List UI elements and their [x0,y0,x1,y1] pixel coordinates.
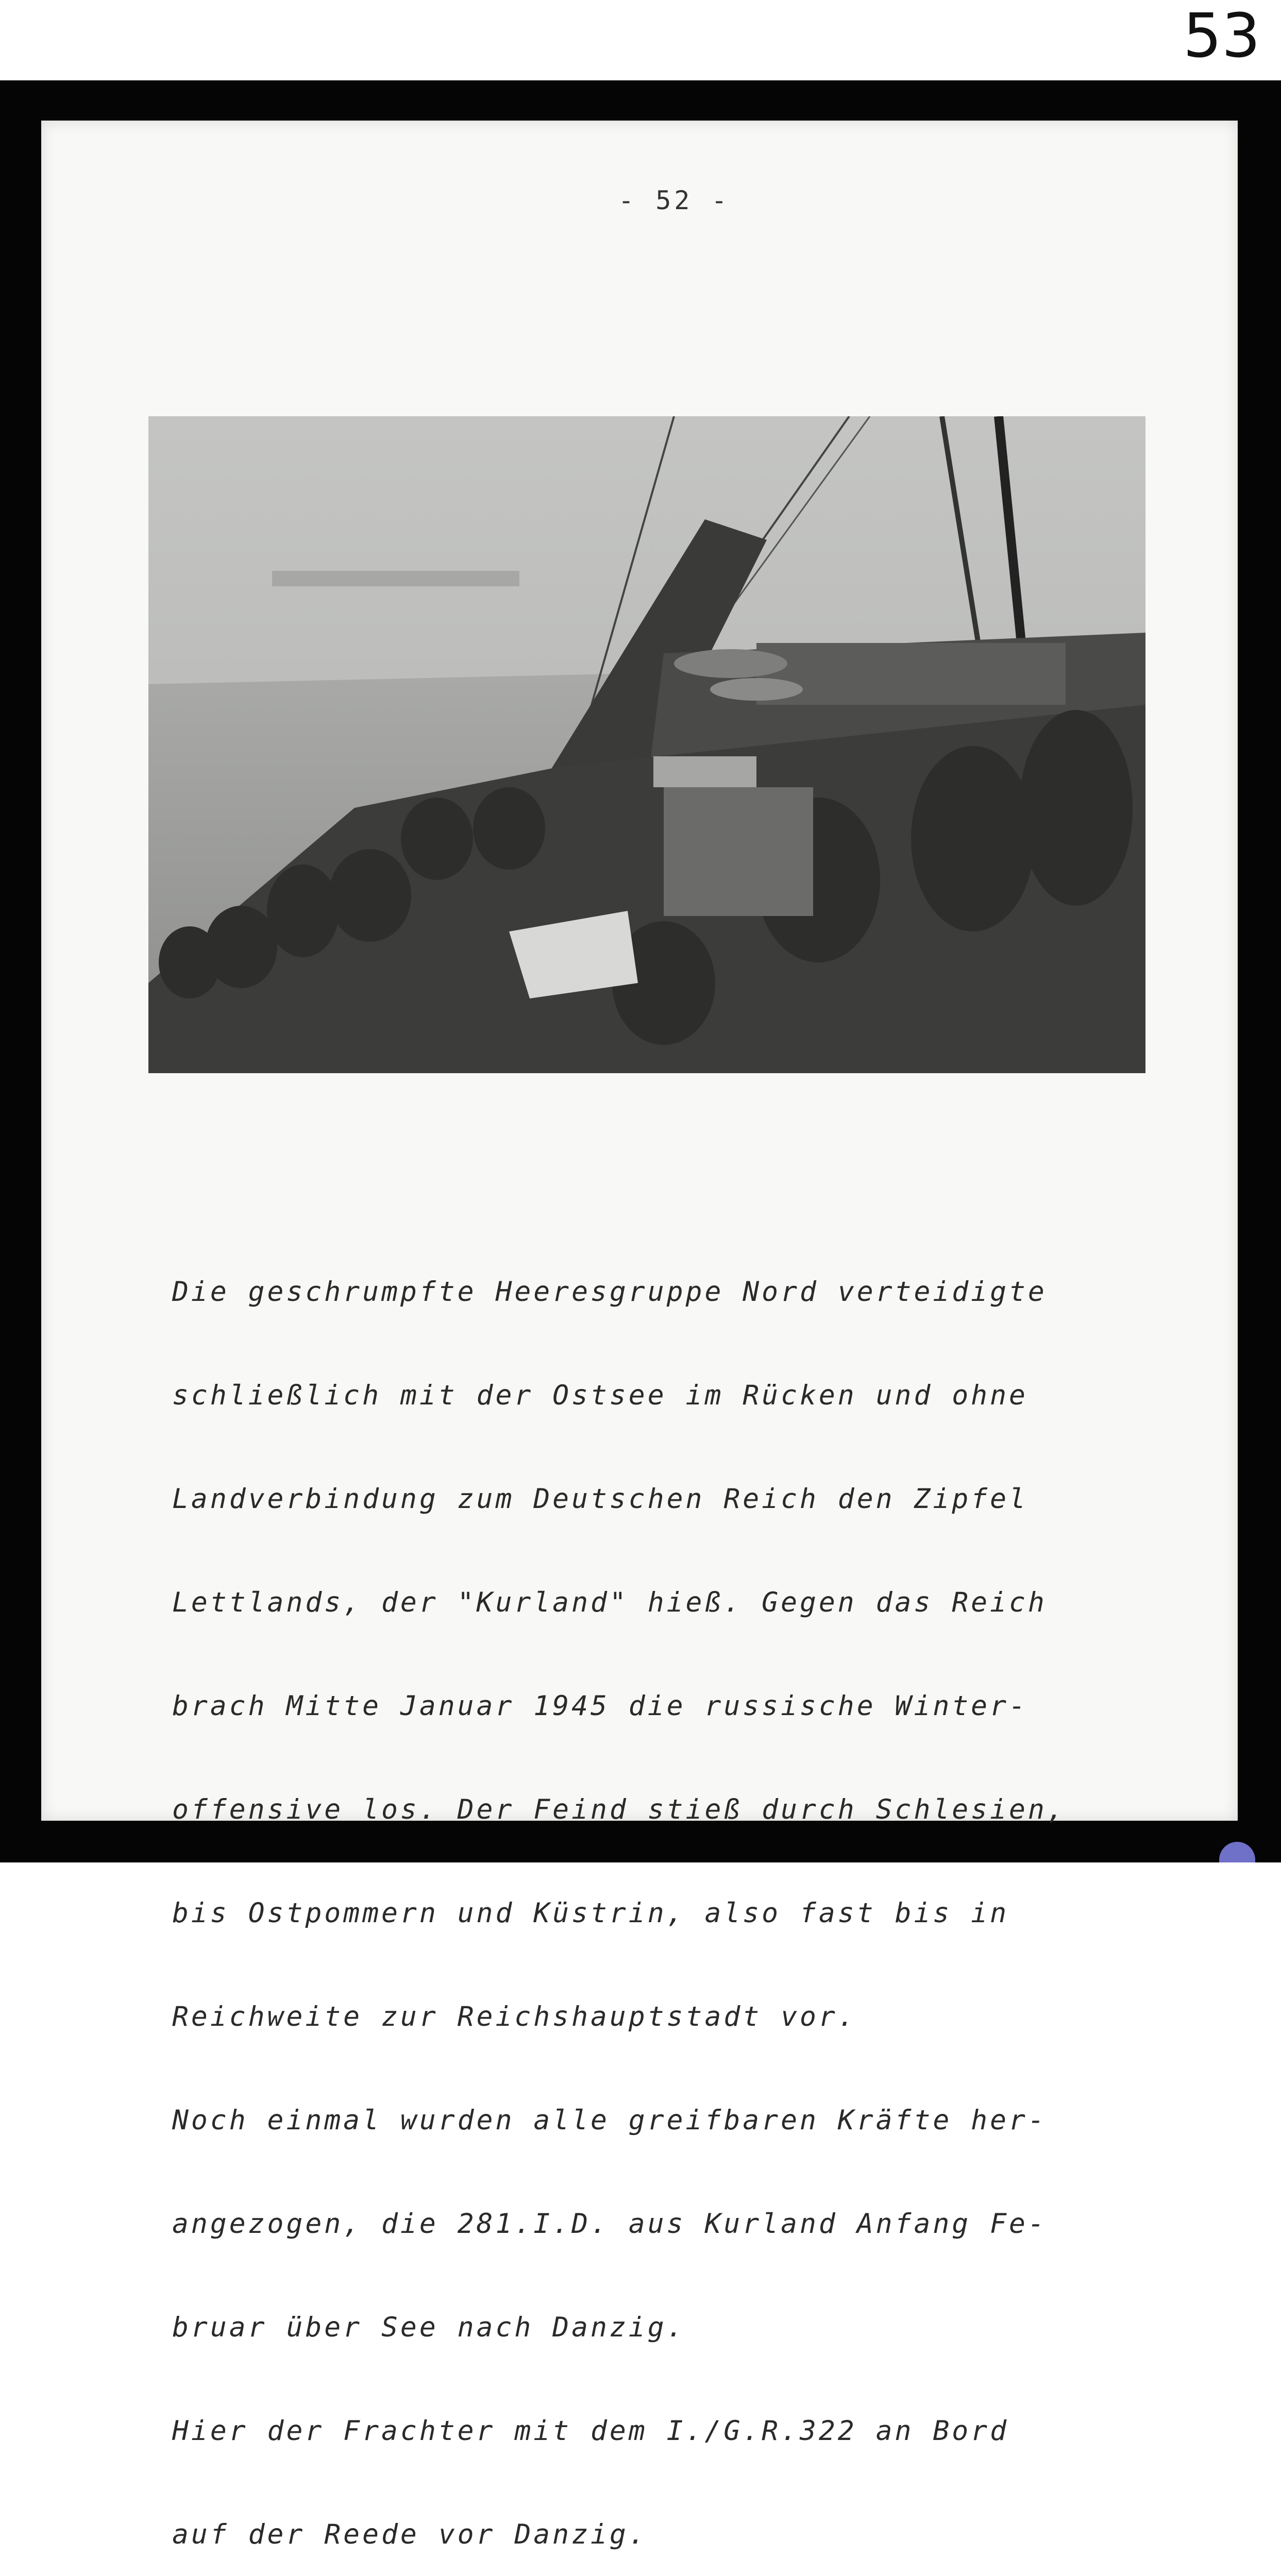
caption-line: Lettlands, der "Kurland" hieß. Gegen das Reich [172,1587,1047,1618]
caption-line: angezogen, die 281.I.D. aus Kurland Anfang Fe- [172,2208,1047,2240]
photo-caption [172,1206,1161,2576]
photo-illustration [148,416,1145,1073]
scan-frame-number: 53 [1183,0,1260,71]
caption-line: bis Ostpommern und Küstrin, also fast bis in [172,1897,1009,1929]
ship-deck-photograph [148,416,1145,1073]
caption-line: bruar über See nach Danzig. [172,2312,686,2343]
caption-line: Hier der Frachter mit dem I./G.R.322 an Bord [172,2415,1009,2447]
caption-line: Landverbindung zum Deutschen Reich den Zipfel [172,1483,1028,1515]
caption-line: Reichweite zur Reichshauptstadt vor. [172,2001,857,2032]
caption-line: Noch einmal wurden alle greifbaren Kräfte her- [172,2105,1047,2136]
caption-line: Die geschrumpfte Heeresgruppe Nord verteidigte [172,1276,1047,1308]
caption-line: offensive los. Der Feind stieß durch Schlesien, [172,1794,1066,1825]
caption-line: brach Mitte Januar 1945 die russische Winter- [172,1690,1028,1722]
caption-line: schließlich mit der Ostsee im Rücken und ohne [172,1380,1028,1411]
page-number: - 52 - [618,185,730,215]
caption-line: auf der Reede vor Danzig. [172,2519,648,2550]
